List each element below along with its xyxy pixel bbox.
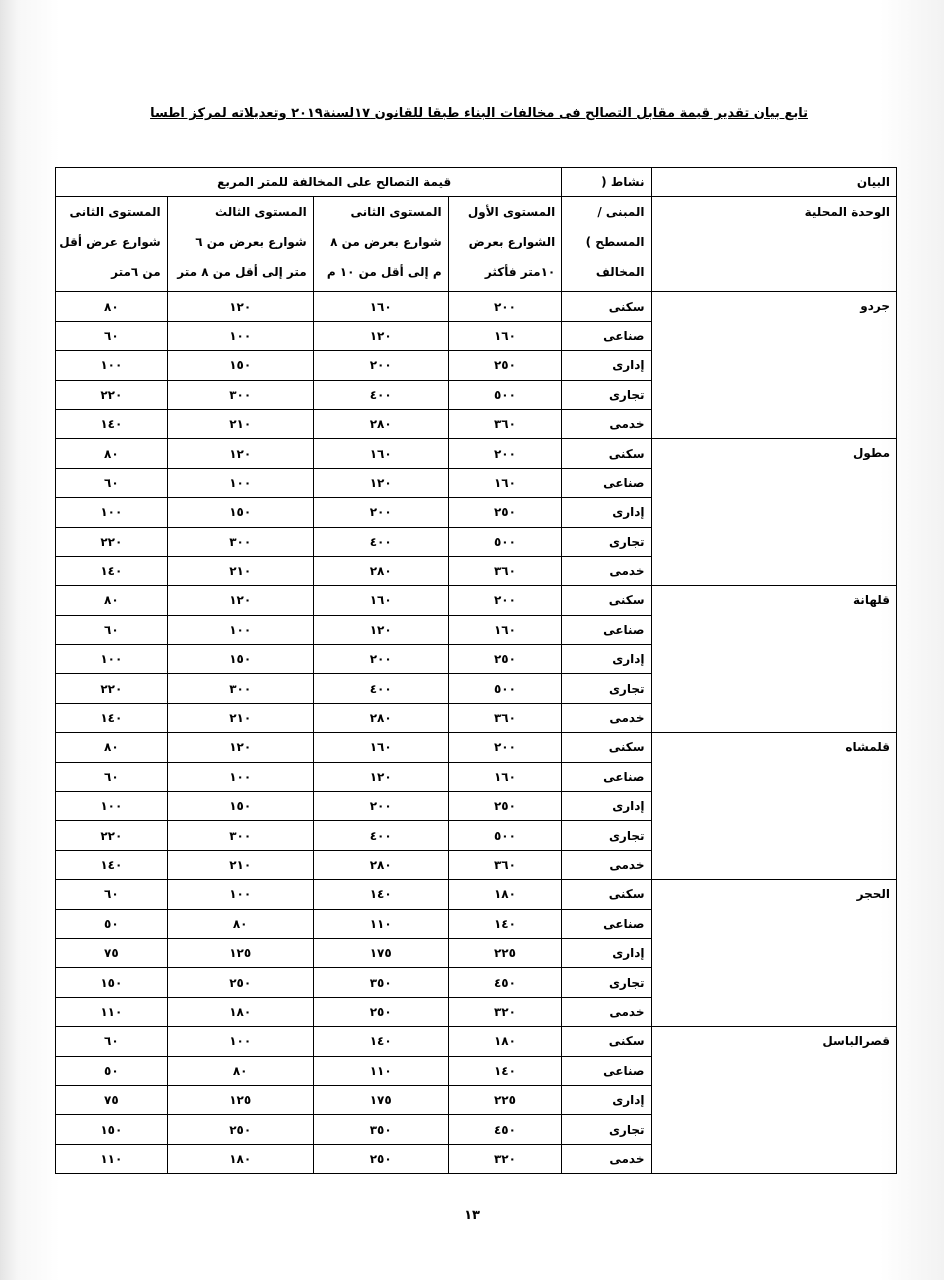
value-cell-level-1: ٢٥٠ [448,645,562,674]
activity-cell: خدمى [562,409,651,438]
value-cell-level-3: ١٢٠ [167,292,313,321]
table-row [56,439,897,468]
value-cell-level-4: ٢٢٠ [56,821,168,850]
value-cell-level-4: ٦٠ [56,615,168,644]
value-cell-level-4: ١٤٠ [56,703,168,732]
header-level-line: ١٠متر فأكثر [484,265,556,280]
value-cell-level-4: ١٠٠ [56,792,168,821]
table-row [56,1027,897,1056]
activity-cell: تجارى [562,821,651,850]
value-cell-level-4: ٧٥ [56,1085,168,1114]
activity-cell: تجارى [562,674,651,703]
unit-name: مطول [651,439,896,586]
header-level-line: الشوارع بعرض [468,235,556,250]
header-level-line: شوارع بعرض من ٦ [195,235,307,250]
value-cell-level-1: ١٨٠ [448,880,562,909]
header-level-line: المستوى الثانى [350,205,442,220]
value-cell-level-2: ١٧٥ [313,1085,448,1114]
value-cell-level-4: ٢٢٠ [56,527,168,556]
value-cell-level-3: ٢٥٠ [167,1115,313,1144]
activity-cell: سكنى [562,292,651,321]
activity-cell: إدارى [562,351,651,380]
value-cell-level-2: ٢٥٠ [313,1144,448,1173]
activity-cell: سكنى [562,586,651,615]
value-cell-level-4: ٦٠ [56,762,168,791]
header-level-1 [448,197,562,292]
unit-name: الحجر [651,880,896,1027]
header-level-line: شوارع بعرض من ٨ [330,235,442,250]
header-activity-line: المخالف [595,265,645,280]
value-cell-level-4: ٥٠ [56,1056,168,1085]
activity-cell: تجارى [562,527,651,556]
table-row [56,733,897,762]
header-activity-line: المبنى / [597,205,645,220]
value-cell-level-4: ٦٠ [56,880,168,909]
value-cell-level-1: ١٦٠ [448,615,562,644]
activity-cell: صناعى [562,1056,651,1085]
value-cell-level-4: ٢٢٠ [56,674,168,703]
value-cell-level-1: ٣٦٠ [448,409,562,438]
value-cell-level-2: ٤٠٠ [313,380,448,409]
header-row-2 [56,197,897,292]
compensation-table [55,167,897,1174]
unit-name: قلهانة [651,586,896,733]
value-cell-level-2: ١٧٥ [313,938,448,967]
value-cell-level-4: ١٠٠ [56,645,168,674]
activity-cell: إدارى [562,645,651,674]
header-level-line: شوارع عرض أقل [59,235,161,250]
activity-cell: صناعى [562,909,651,938]
value-cell-level-3: ١٨٠ [167,1144,313,1173]
value-cell-level-2: ٤٠٠ [313,821,448,850]
header-level-line: المستوى الثالث [215,205,307,220]
value-cell-level-4: ٦٠ [56,321,168,350]
value-cell-level-2: ٢٨٠ [313,703,448,732]
value-cell-level-2: ١٦٠ [313,292,448,321]
value-cell-level-3: ٣٠٠ [167,821,313,850]
value-cell-level-1: ٥٠٠ [448,821,562,850]
value-cell-level-3: ١٨٠ [167,997,313,1026]
table-row [56,880,897,909]
value-cell-level-1: ٢٠٠ [448,586,562,615]
value-cell-level-4: ٦٠ [56,468,168,497]
header-value-span: قيمة التصالح على المخالفة للمتر المربع [56,168,562,197]
value-cell-level-2: ١١٠ [313,909,448,938]
value-cell-level-4: ١١٠ [56,1144,168,1173]
value-cell-level-1: ١٨٠ [448,1027,562,1056]
activity-cell: سكنى [562,880,651,909]
value-cell-level-1: ٥٠٠ [448,674,562,703]
value-cell-level-1: ٥٠٠ [448,527,562,556]
table-row [56,586,897,615]
activity-cell: خدمى [562,850,651,879]
value-cell-level-2: ٢٥٠ [313,997,448,1026]
value-cell-level-4: ١٠٠ [56,351,168,380]
activity-cell: إدارى [562,792,651,821]
value-cell-level-1: ٢٥٠ [448,498,562,527]
value-cell-level-2: ١٦٠ [313,439,448,468]
value-cell-level-4: ٢٢٠ [56,380,168,409]
value-cell-level-4: ١٠٠ [56,498,168,527]
value-cell-level-3: ٢١٠ [167,850,313,879]
activity-cell: صناعى [562,615,651,644]
value-cell-level-4: ٨٠ [56,292,168,321]
page-title: تابع بيان تقدير قيمة مقابل التصالح فى مخالفات البناء طبقا للقانون ١٧لسنة٢٠١٩ وتعديلاته لمركز اطسا [150,106,808,121]
value-cell-level-4: ٧٥ [56,938,168,967]
activity-cell: صناعى [562,762,651,791]
value-cell-level-3: ١٠٠ [167,615,313,644]
value-cell-level-3: ١٢٥ [167,938,313,967]
header-activity-line: المسطح ) [585,235,645,250]
value-cell-level-4: ١٤٠ [56,850,168,879]
value-cell-level-1: ٣٢٠ [448,997,562,1026]
value-cell-level-1: ١٦٠ [448,468,562,497]
value-cell-level-1: ١٤٠ [448,1056,562,1085]
header-level-line: متر إلى أقل من ٨ متر [177,265,307,280]
unit-name: قصرالباسل [651,1027,896,1174]
value-cell-level-2: ٢٠٠ [313,645,448,674]
header-level-line: المستوى الثانى [69,205,161,220]
value-cell-level-1: ٤٥٠ [448,968,562,997]
value-cell-level-3: ١٠٠ [167,321,313,350]
value-cell-level-1: ٢٢٥ [448,1085,562,1114]
value-cell-level-2: ١٦٠ [313,586,448,615]
header-level-line: م إلى أقل من ١٠ م [326,265,442,280]
header-level-3 [167,197,313,292]
value-cell-level-3: ١٠٠ [167,468,313,497]
header-level-4 [56,197,168,292]
activity-cell: تجارى [562,968,651,997]
value-cell-level-2: ٢٠٠ [313,792,448,821]
value-cell-level-4: ٦٠ [56,1027,168,1056]
value-cell-level-3: ٢١٠ [167,703,313,732]
value-cell-level-3: ١٢٠ [167,439,313,468]
value-cell-level-3: ١٥٠ [167,645,313,674]
value-cell-level-2: ٢٠٠ [313,351,448,380]
value-cell-level-4: ٨٠ [56,733,168,762]
value-cell-level-3: ١٠٠ [167,880,313,909]
value-cell-level-1: ٣٦٠ [448,703,562,732]
header-activity [562,197,651,292]
value-cell-level-2: ٣٥٠ [313,1115,448,1144]
value-cell-level-4: ٨٠ [56,586,168,615]
value-cell-level-3: ٣٠٠ [167,674,313,703]
value-cell-level-1: ٣٦٠ [448,850,562,879]
value-cell-level-2: ٢٨٠ [313,850,448,879]
header-statement: البيان [651,168,896,197]
header-unit: الوحدة المحلية [651,197,896,292]
value-cell-level-1: ٢٢٥ [448,938,562,967]
value-cell-level-2: ١٤٠ [313,880,448,909]
value-cell-level-4: ٥٠ [56,909,168,938]
value-cell-level-2: ١٢٠ [313,468,448,497]
value-cell-level-2: ٣٥٠ [313,968,448,997]
value-cell-level-3: ١٥٠ [167,792,313,821]
header-level-line: المستوى الأول [467,205,556,220]
value-cell-level-3: ٢٥٠ [167,968,313,997]
value-cell-level-4: ١٥٠ [56,1115,168,1144]
value-cell-level-3: ١٥٠ [167,351,313,380]
value-cell-level-3: ٨٠ [167,909,313,938]
unit-name: جردو [651,292,896,439]
value-cell-level-2: ١٢٠ [313,762,448,791]
activity-cell: خدمى [562,1144,651,1173]
value-cell-level-3: ١٢٠ [167,733,313,762]
value-cell-level-4: ١٤٠ [56,409,168,438]
value-cell-level-1: ٢٠٠ [448,733,562,762]
value-cell-level-3: ١٠٠ [167,1027,313,1056]
activity-cell: إدارى [562,1085,651,1114]
value-cell-level-2: ٢٠٠ [313,498,448,527]
header-activity-top: نشاط ( [562,168,651,197]
value-cell-level-3: ١٢٥ [167,1085,313,1114]
value-cell-level-1: ٣٢٠ [448,1144,562,1173]
header-level-2 [313,197,448,292]
activity-cell: خدمى [562,997,651,1026]
value-cell-level-2: ١٢٠ [313,321,448,350]
value-cell-level-1: ٤٥٠ [448,1115,562,1144]
value-cell-level-1: ٢٥٠ [448,792,562,821]
value-cell-level-3: ٢١٠ [167,409,313,438]
value-cell-level-2: ١٢٠ [313,615,448,644]
value-cell-level-4: ١٤٠ [56,556,168,585]
value-cell-level-2: ٢٨٠ [313,409,448,438]
activity-cell: سكنى [562,1027,651,1056]
value-cell-level-2: ١٦٠ [313,733,448,762]
value-cell-level-1: ١٤٠ [448,909,562,938]
activity-cell: سكنى [562,439,651,468]
value-cell-level-2: ١١٠ [313,1056,448,1085]
value-cell-level-3: ٣٠٠ [167,527,313,556]
activity-cell: تجارى [562,380,651,409]
value-cell-level-3: ١٢٠ [167,586,313,615]
activity-cell: صناعى [562,468,651,497]
activity-cell: تجارى [562,1115,651,1144]
value-cell-level-3: ٢١٠ [167,556,313,585]
value-cell-level-3: ١٠٠ [167,762,313,791]
value-cell-level-1: ٣٦٠ [448,556,562,585]
page-number: ١٣ [464,1208,480,1223]
value-cell-level-1: ٥٠٠ [448,380,562,409]
value-cell-level-1: ١٦٠ [448,321,562,350]
header-row-1 [56,168,897,197]
activity-cell: صناعى [562,321,651,350]
value-cell-level-1: ١٦٠ [448,762,562,791]
table-row [56,292,897,321]
activity-cell: إدارى [562,498,651,527]
value-cell-level-2: ١٤٠ [313,1027,448,1056]
value-cell-level-2: ٢٨٠ [313,556,448,585]
value-cell-level-3: ٨٠ [167,1056,313,1085]
value-cell-level-1: ٢٠٠ [448,439,562,468]
value-cell-level-1: ٢٠٠ [448,292,562,321]
value-cell-level-3: ١٥٠ [167,498,313,527]
value-cell-level-4: ١٥٠ [56,968,168,997]
value-cell-level-3: ٣٠٠ [167,380,313,409]
value-cell-level-4: ١١٠ [56,997,168,1026]
value-cell-level-2: ٤٠٠ [313,527,448,556]
activity-cell: خدمى [562,703,651,732]
value-cell-level-2: ٤٠٠ [313,674,448,703]
header-level-line: من ٦متر [111,265,161,280]
value-cell-level-4: ٨٠ [56,439,168,468]
unit-name: قلمشاه [651,733,896,880]
activity-cell: خدمى [562,556,651,585]
activity-cell: سكنى [562,733,651,762]
value-cell-level-1: ٢٥٠ [448,351,562,380]
activity-cell: إدارى [562,938,651,967]
